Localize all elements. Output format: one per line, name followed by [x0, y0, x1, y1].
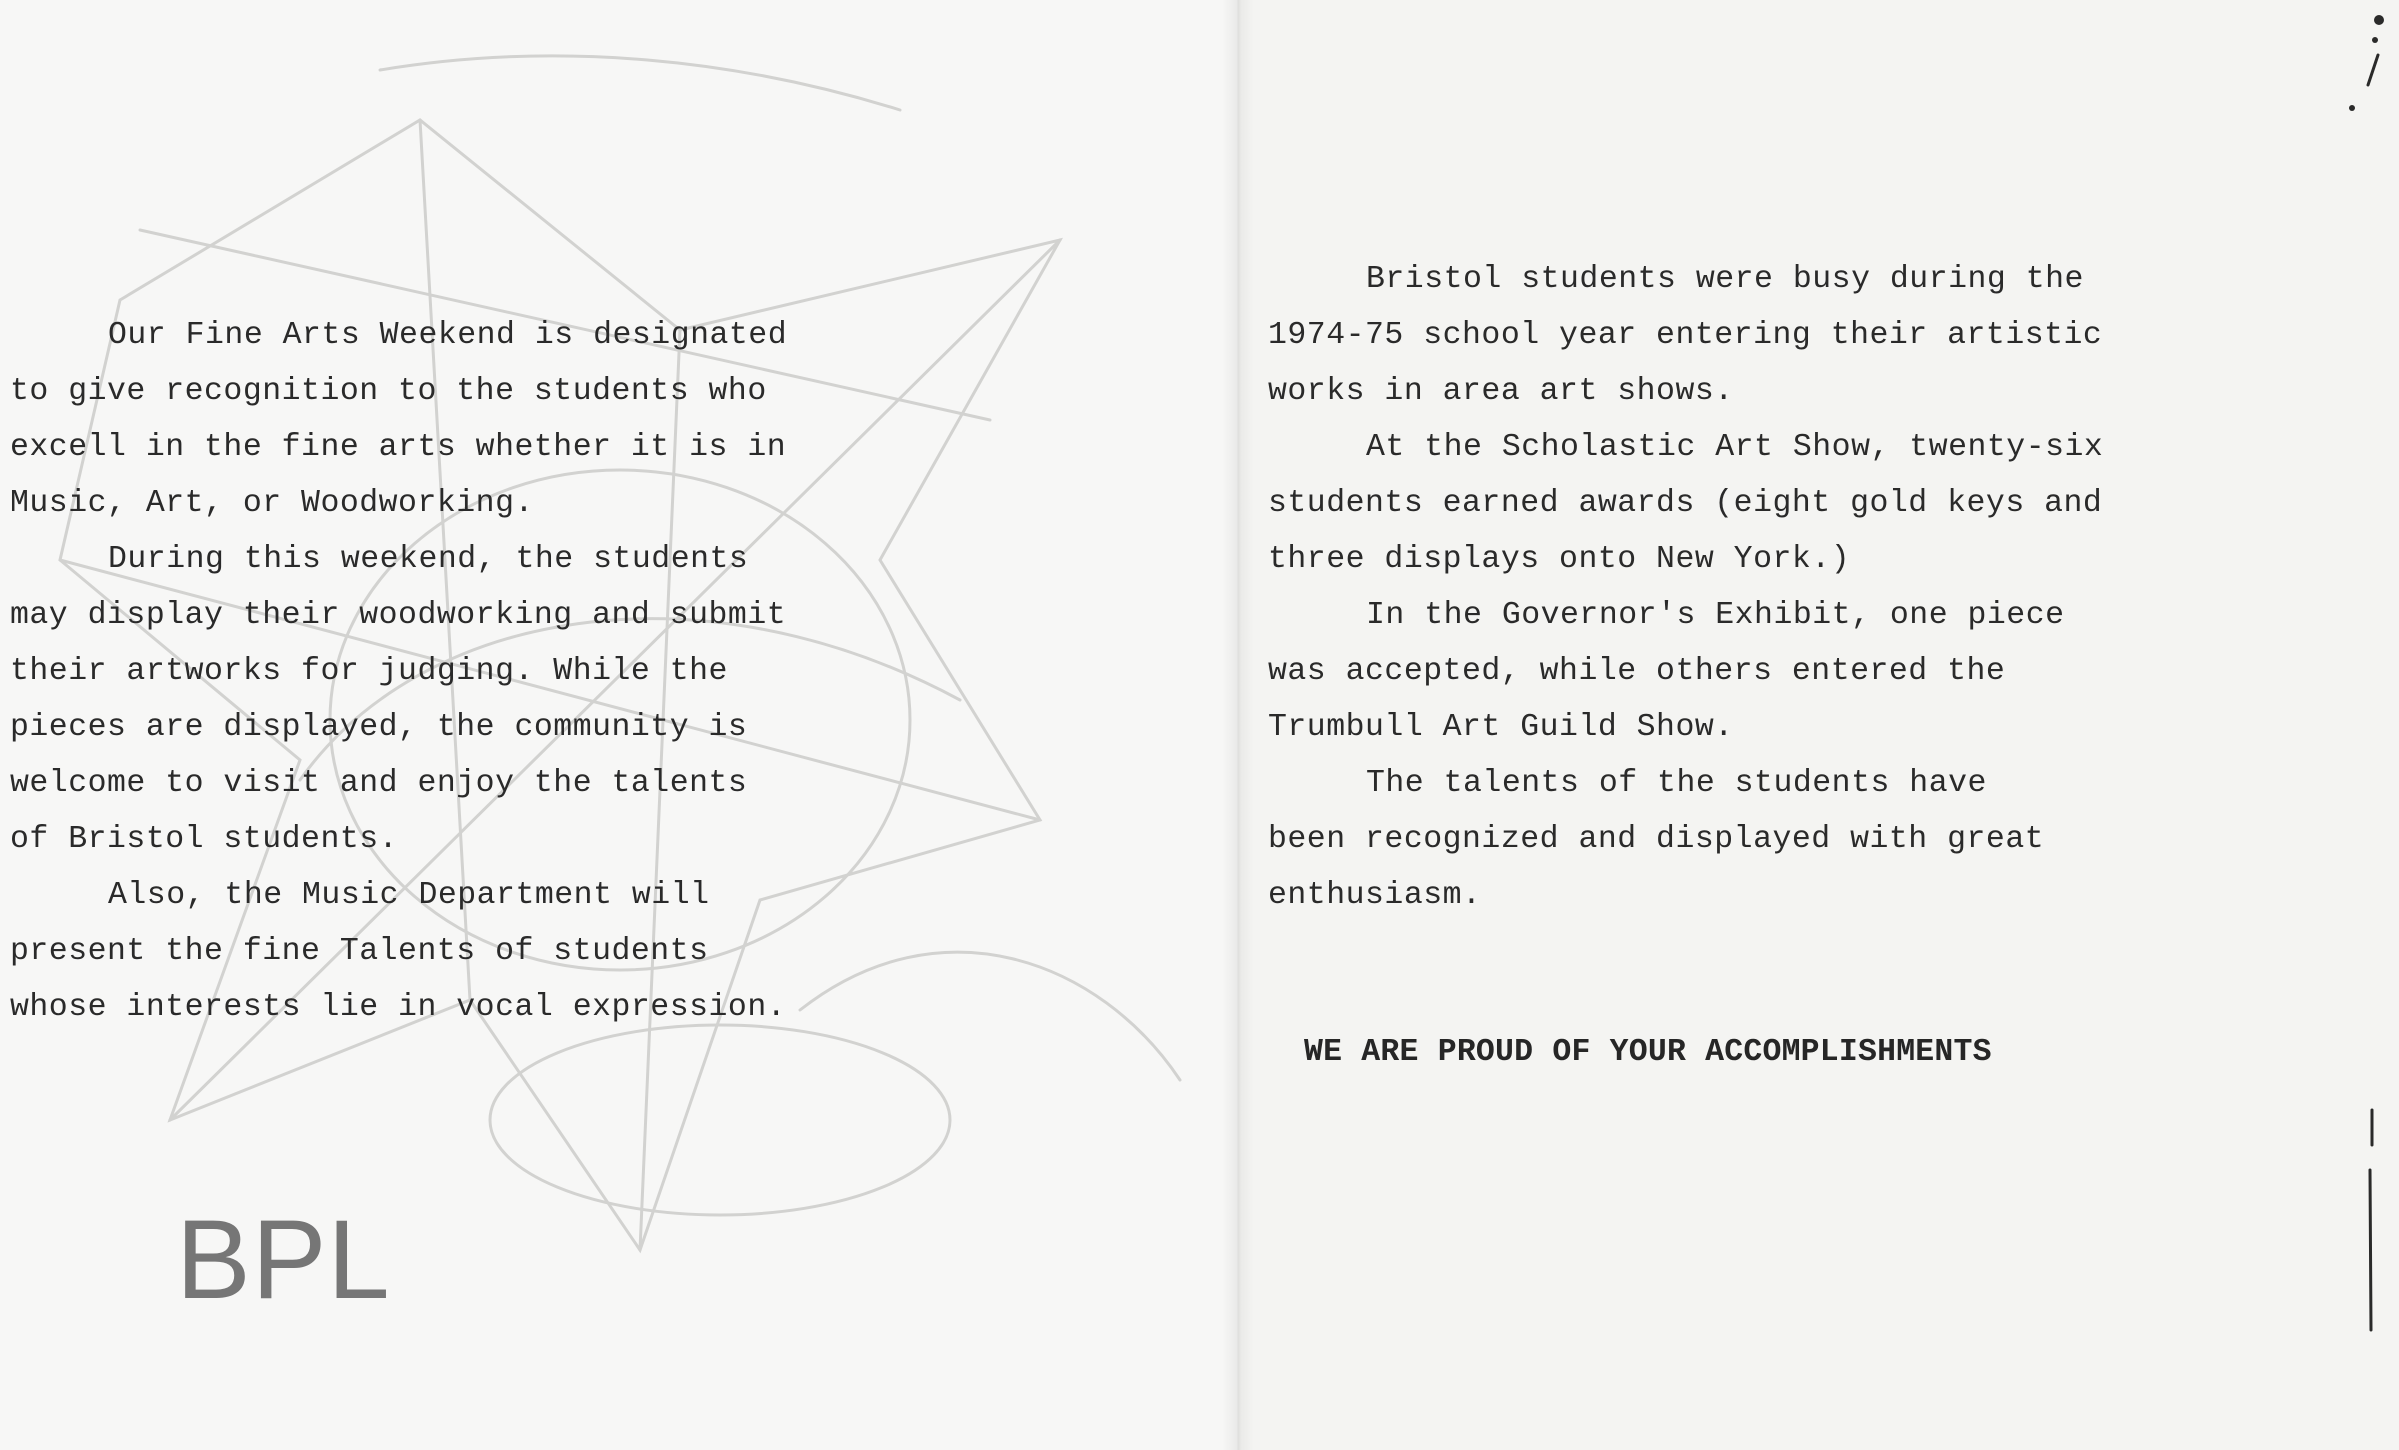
paragraph-line: Trumbull Art Guild Show. — [1268, 710, 1734, 745]
watermark-bpl: BPL — [176, 1197, 391, 1322]
paragraph-line: excell in the fine arts whether it is in — [10, 430, 787, 465]
paragraph-line: Also, the Music Department will — [108, 878, 710, 913]
paragraph-line: welcome to visit and enjoy the talents — [10, 766, 748, 801]
paragraph-line: works in area art shows. — [1268, 374, 1734, 409]
paragraph-line: their artworks for judging. While the — [10, 654, 728, 689]
paragraph-line: of Bristol students. — [10, 822, 399, 857]
right-page-text — [1268, 252, 2103, 924]
paper-edge-marks — [2310, 0, 2399, 1450]
paragraph-line: present the fine Talents of students — [10, 934, 709, 969]
paragraph-line: Our Fine Arts Weekend is designated — [108, 318, 788, 353]
paragraph-line: In the Governor's Exhibit, one piece — [1366, 598, 2065, 633]
paragraph-line: was accepted, while others entered the — [1268, 654, 2006, 689]
closing-heading: WE ARE PROUD OF YOUR ACCOMPLISHMENTS — [1304, 1035, 1992, 1070]
left-page-text — [10, 308, 787, 1036]
paragraph-line: pieces are displayed, the community is — [10, 710, 748, 745]
paragraph-line: During this weekend, the students — [108, 542, 749, 577]
paragraph-line: Music, Art, or Woodworking. — [10, 486, 534, 521]
paragraph-line: 1974-75 school year entering their artistic — [1268, 318, 2103, 353]
paragraph-line: three displays onto New York.) — [1268, 542, 1851, 577]
paragraph-line: to give recognition to the students who — [10, 374, 767, 409]
paragraph-line: The talents of the students have — [1366, 766, 1987, 801]
paragraph-line: students earned awards (eight gold keys and — [1268, 486, 2103, 521]
paragraph-line: whose interests lie in vocal expression. — [10, 990, 787, 1025]
paragraph-line: At the Scholastic Art Show, twenty-six — [1366, 430, 2104, 465]
paragraph-line: enthusiasm. — [1268, 878, 1482, 913]
paragraph-line: may display their woodworking and submit — [10, 598, 787, 633]
paragraph-line: been recognized and displayed with great — [1268, 822, 2045, 857]
paragraph-line: Bristol students were busy during the — [1366, 262, 2084, 297]
page-fold — [1222, 0, 1254, 1450]
